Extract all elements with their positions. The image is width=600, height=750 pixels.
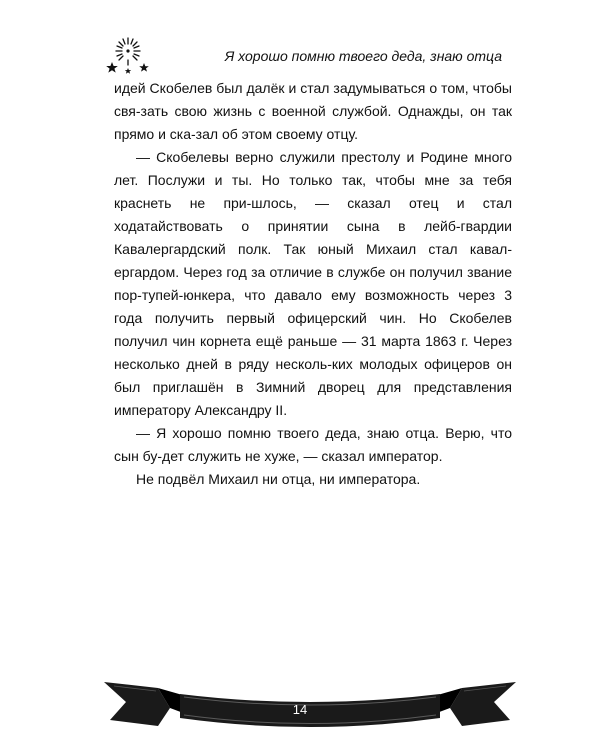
paragraph: — Я хорошо помню твоего деда, знаю отца. Верю, что сын бу-дет служить не хуже, — сказал император. [114,425,512,464]
body-text [114,77,512,491]
fireworks-stars-icon [104,34,152,76]
page-number: 14 [292,702,308,717]
paragraph: — Скобелевы верно служили престолу и Родине много лет. Послужи и ты. Но только так, чтобы мне за тебя краснеть не при-шлось, — сказал отец и стал ходатайствовать о принятии сына в лейб-гвардии Кавалергардский полк. Так юный Михаил стал кавал-ергардом. Через год за отличие в службе он получил звание пор-тупей-юнкера, что давало ему возможность через 3 года получить первый офицерский чин. Но Скобелев получил чин корнета ещё раньше — 31 марта 1863 г. Через несколько дней в ряду несколь-ких молодых офицеров он был приглашён в Зимний дворец для представления императору Александру II. [114,149,512,418]
paragraph: идей Скобелев был далёк и стал задумываться о том, чтобы свя-зать свою жизнь с военной службой. Однажды, он так прямо и ска-зал об этом своему отцу. [114,80,512,142]
running-header: Я хорошо помню твоего деда, знаю отца [224,48,502,64]
paragraph: Не подвёл Михаил ни отца, ни императора. [136,471,421,487]
